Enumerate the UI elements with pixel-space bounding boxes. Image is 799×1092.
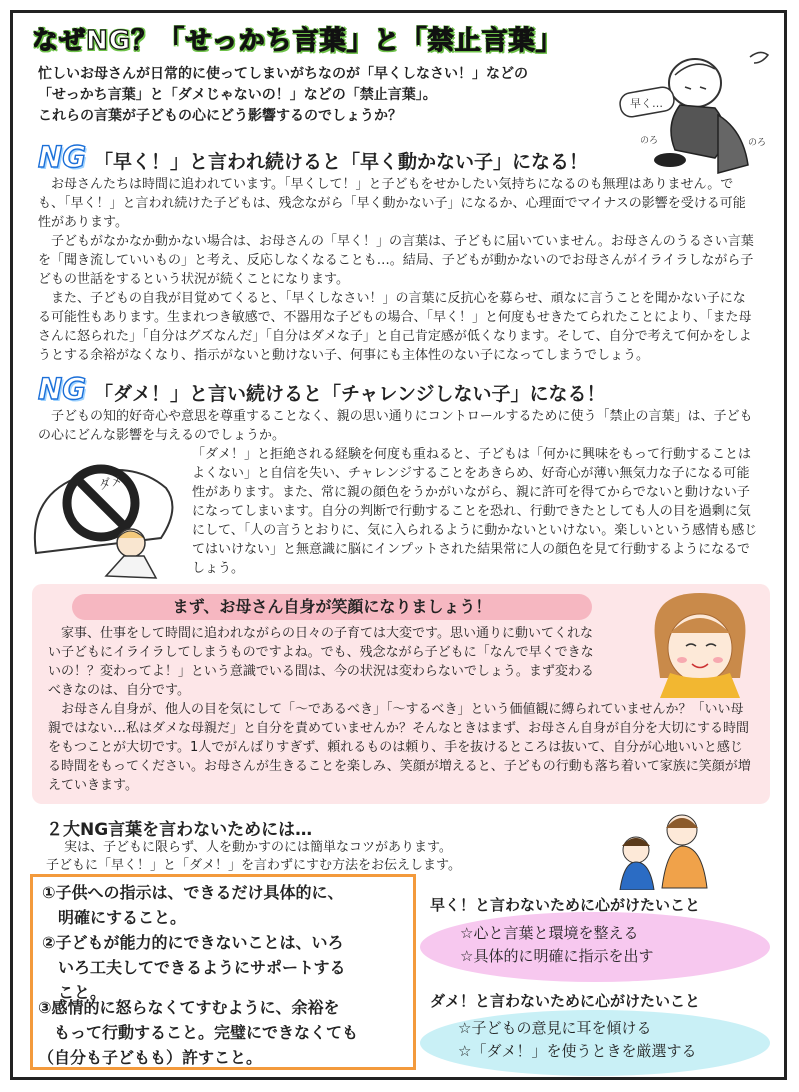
tips-box-line: ①子供への指示は、できるだけ具体的に、 [42, 883, 344, 902]
section1-heading: 「早く！」と言われ続けると「早く動かない子」になる！ [94, 151, 589, 173]
dame-title: ダメ！と言わないために心がけたいこと [430, 992, 701, 1010]
smiling-mother-illustration [620, 588, 770, 698]
noro-text-left: のろ [640, 136, 659, 146]
intro-line: 忙しいお母さんが日常的に使ってしまいがちなのが「早くしなさい！」などの [38, 66, 528, 82]
mother-child-illustration [600, 810, 720, 890]
dame-item: ☆子どもの意見に耳を傾ける [458, 1019, 652, 1037]
intro-line: 「せっかち言葉」と「ダメじゃないの！」などの「禁止言葉」。 [38, 87, 437, 103]
tips-box-line: もって行動すること。完璧にできなくても [38, 1023, 359, 1042]
section2-paragraph: 「ダメ！」と拒絶される経験を何度も重ねると、子どもは「何かに興味をもって行動することはよくない」と自信を失い、チャレンジすることをあきらめ、好奇心が薄い無気力な子になる可能性があります。また、常に親の顔色をうかがいながら、親に許可を得てからでないと動けない子になってしまいます。自分の判断で行動することを恐れ、行動できたとしても人の目を過剰に気にして、「人の言うとおりに、気に入られるように動かないといけない。楽しいという感情も感じてはいけない」と無意識に脳にインプットされた結果常に人の顔色を見て行動するようになるでしょう。 [192, 447, 758, 576]
tips-box-line: （自分も子どもも）許すこと。 [38, 1048, 263, 1067]
intro-line: これらの言葉が子どもの心にどう影響するのでしょうか？ [38, 108, 402, 124]
hayaku-item: ☆具体的に明確に指示を出す [460, 947, 654, 965]
dame-sign-text: ダメ [97, 472, 125, 493]
tips-intro [46, 856, 626, 875]
page-title: なぜNG？「せっかち言葉」と「禁止言葉」 [32, 26, 563, 56]
tips-heading: ２大NG言葉を言わないためには… [46, 820, 313, 840]
section1-paragraph: お母さんたちは時間に追われています。「早くして！」と子どもをせかしたい気持ちになるのも無理はありません。でも、「早く！」と言われ続けた子どもは、残念ながら「早く動かない子」になるか、心理面でマイナスの影響を受ける可能性があります。 [38, 177, 746, 230]
ng-badge-2: NG [38, 372, 87, 406]
smile-paragraph: 家事、仕事をして時間に追われながらの日々の子育ては大変です。思い通りに動いてくれない子どもにイライラしてしまうものですよね。でも、残念ながら子どもに「なんで早くできないの！？変わってよ！」という意識でいる間は、今の状況は変わらないでしょう。まず変わるべきなのは、自分です。 [48, 626, 594, 698]
intro-text [38, 64, 598, 127]
section2-paragraph: 子どもの知的好奇心や意思を尊重することなく、親の思い通りにコントロールするために使う「禁止の言葉」は、子どもの心にどんな影響を与えるのでしょうか。 [38, 409, 753, 443]
section1-paragraph: また、子どもの自我が目覚めてくると、「早くしなさい！」の言葉に反抗心を募らせ、頑なに言うことを聞かない子になる可能性もあります。生まれつき敏感で、不器用な子どもの場合、「早く！」と何度もせきたてられたことにより、「また母さんに怒られた」「自分はグズなんだ」「自分はダメな子」と自己肯定感が低くなります。そして、自分で考えて何かをしようとする余裕がなくなり、指示がないと動けない子、何事にも主体性のない子になってしまうでしょう。 [38, 291, 752, 363]
section2-heading: 「ダメ！」と言い続けると「チャレンジしない子」になる！ [94, 383, 606, 405]
tips-box-line: 明確にすること。 [42, 908, 187, 927]
section1-paragraph: 子どもがなかなか動かない場合は、お母さんの「早く！」の言葉は、子どもに届いていません。お母さんのうるさい言葉を「聞き流していいもの」と考え、反応しなくなることも…。結局、子どもが動かないのでお母さんがイライラしながら子どもの世話をするという状況が続くことになります。 [38, 234, 754, 287]
tips-intro [64, 838, 624, 857]
child-speech-text: 早く… [630, 97, 663, 110]
smile-paragraph: お母さん自身が、他人の目を気にして「～であるべき」「～するべき」という価値観に縛られていませんか？「いい母親ではない…私はダメな母親だ」と自分を責めていませんか？そんなときはまず、お母さん自身が自分を大切にする時間をもつことが大切です。1人でがんばりすぎず、頼れるものは頼り、手を抜けるところは抜いて、自分が心地いいと感じる時間をもってください。お母さんが生きることを楽しみ、笑顔が増えると、子どもの行動も落ち着いて家族に笑顔が増えていきます。 [48, 702, 751, 793]
prohibited-child-illustration [26, 448, 191, 583]
tips-intro-line: 実は、子どもに限らず、人を動かすのには簡単なコツがあります。 [64, 840, 452, 855]
dame-item: ☆「ダメ！」を使うときを厳選する [458, 1042, 697, 1060]
hayaku-title: 早く！と言わないために心がけたいこと [430, 896, 701, 914]
noro-text-right: のろ [748, 138, 767, 148]
tips-box-line: いろ工夫してできるようにサポートする [42, 958, 346, 977]
ng-badge-1: NG [38, 140, 87, 174]
tips-box-line: こと。 [42, 983, 107, 1002]
tips-intro-line: 子どもに「早く！」と「ダメ！」を言わずにすむ方法をお伝えします。 [46, 858, 461, 873]
tips-box-line: ②子どもが能力的にできないことは、いろ [42, 933, 344, 952]
child-shoes-illustration [600, 45, 780, 180]
hayaku-item: ☆心と言葉と環境を整える [460, 924, 639, 942]
smile-heading: まず、お母さん自身が笑顔になりましょう！ [72, 594, 592, 620]
tips-box-line: ③感情的に怒らなくてすむように、余裕を [38, 998, 340, 1017]
